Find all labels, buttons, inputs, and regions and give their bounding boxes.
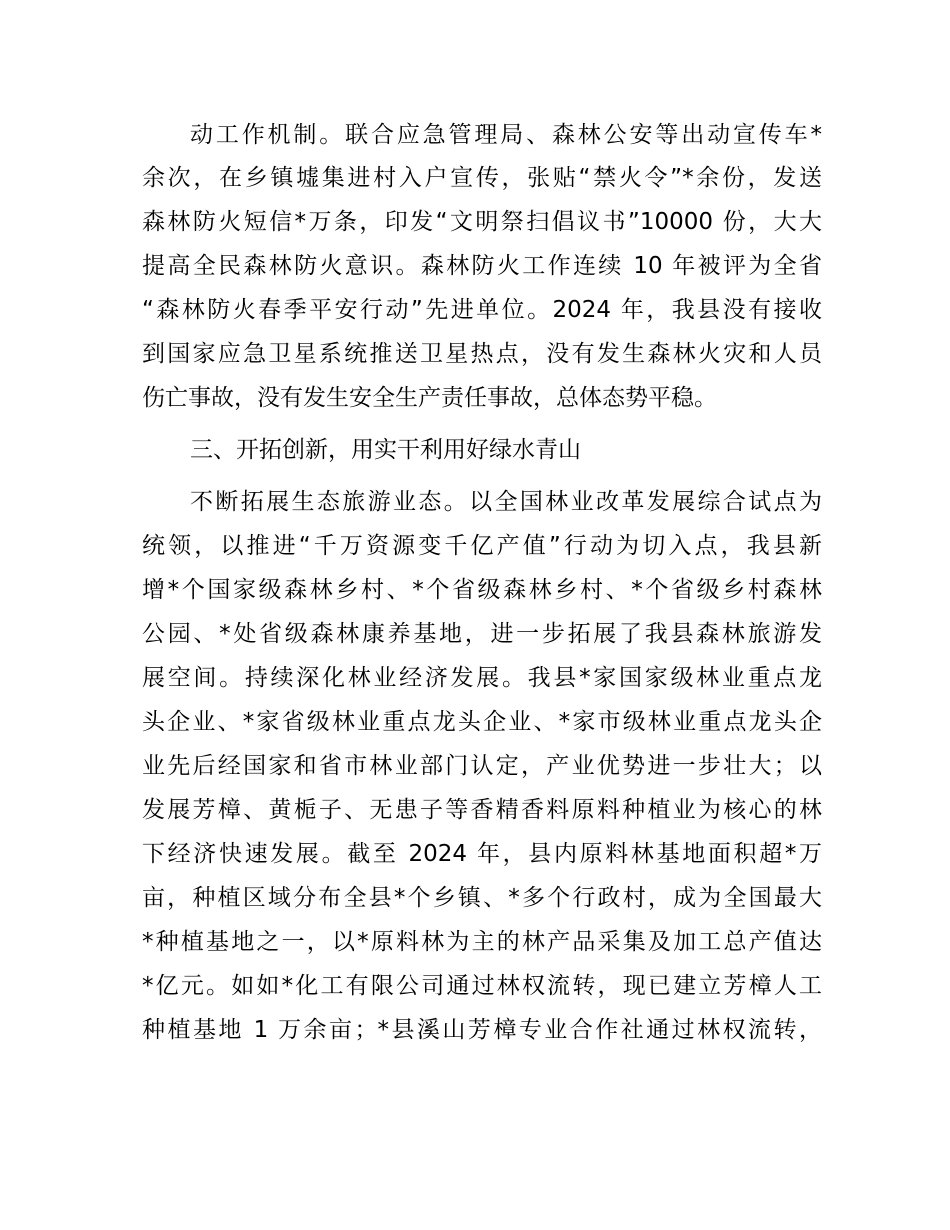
paragraph-2-line-6: 头企业、*家省级林业重点龙头企业、*家市级林业重点龙头企 — [142, 709, 822, 735]
paragraph-2-line-10: 亩，种植区域分布全县*个乡镇、*多个行政村，成为全国最大 — [142, 885, 822, 911]
paragraph-2-line-4: 公园、*处省级森林康养基地，进一步拓展了我县森林旅游发 — [142, 621, 822, 647]
paragraph-1-line-4: 提高全民森林防火意识。森林防火工作连续 10 年被评为全省 — [142, 253, 822, 279]
paragraph-1-line-7: 伤亡事故，没有发生安全生产责任事故，总体态势平稳。 — [142, 385, 717, 411]
paragraph-2-line-2: 统领，以推进“千万资源变千亿产值”行动为切入点，我县新 — [142, 533, 822, 559]
paragraph-1-line-1: 动工作机制。联合应急管理局、森林公安等出动宣传车* — [190, 122, 822, 148]
section-heading: 三、开拓创新，用实干利用好绿水青山 — [190, 437, 581, 463]
paragraph-2-line-7: 业先后经国家和省市林业部门认定，产业优势进一步壮大；以 — [142, 753, 822, 779]
paragraph-1-line-6: 到国家应急卫星系统推送卫星热点，没有发生森林火灾和人员 — [142, 341, 822, 367]
paragraph-1-line-5: “森林防火春季平安行动”先进单位。2024 年，我县没有接收 — [142, 297, 822, 323]
paragraph-2-line-1: 不断拓展生态旅游业态。以全国林业改革发展综合试点为 — [190, 489, 822, 515]
paragraph-1-line-2: 余次，在乡镇墟集进村入户宣传，张贴“禁火令”*余份，发送 — [142, 165, 822, 191]
paragraph-2-line-5: 展空间。持续深化林业经济发展。我县*家国家级林业重点龙 — [142, 665, 822, 691]
paragraph-2-line-12: *亿元。如如*化工有限公司通过林权流转，现已建立芳樟人工 — [142, 973, 822, 999]
paragraph-2-line-8: 发展芳樟、黄栀子、无患子等香精香料原料种植业为核心的林 — [142, 797, 822, 823]
paragraph-2-line-13: 种植基地 1 万余亩；*县溪山芳樟专业合作社通过林权流转， — [142, 1017, 822, 1043]
paragraph-1-line-3: 森林防火短信*万条，印发“文明祭扫倡议书”10000 份，大大 — [142, 209, 822, 235]
paragraph-2-line-3: 增*个国家级森林乡村、*个省级森林乡村、*个省级乡村森林 — [142, 577, 822, 603]
paragraph-2-line-9: 下经济快速发展。截至 2024 年，县内原料林基地面积超*万 — [142, 841, 822, 867]
paragraph-2-line-11: *种植基地之一，以*原料林为主的林产品采集及加工总产值达 — [142, 929, 822, 955]
